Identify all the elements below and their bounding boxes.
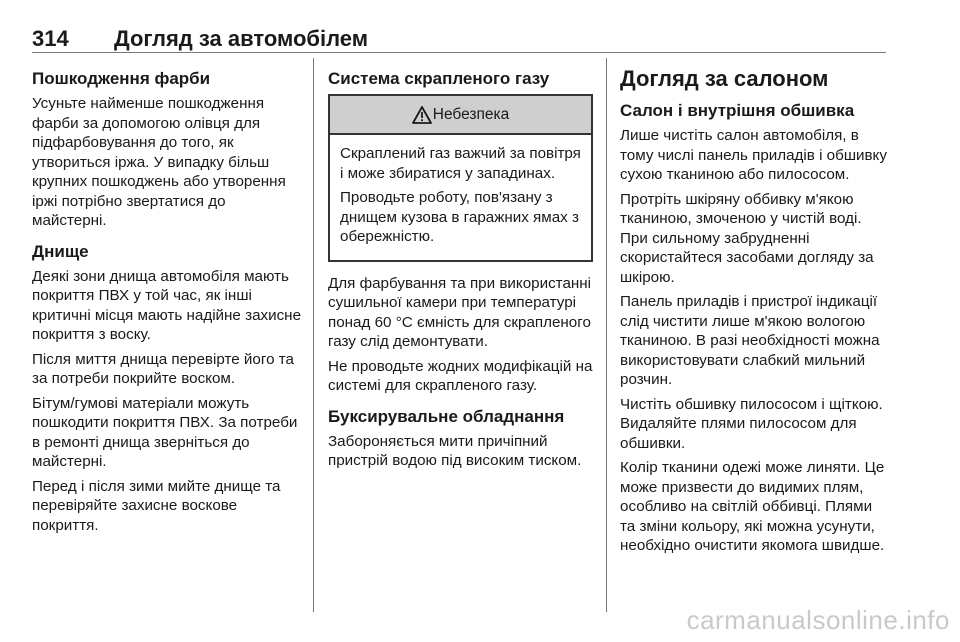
paragraph: Не проводьте жодних модифікацій на системі для скрапленого газу.	[328, 357, 593, 394]
heading-interior-trim: Салон і внутрішня обшивка	[620, 101, 855, 120]
heading-lpg-system: Система скрапленого газу	[328, 69, 550, 88]
heading-interior-care: Догляд за салоном	[620, 66, 829, 91]
warning-triangle-icon	[412, 106, 432, 124]
column-right	[620, 68, 888, 561]
paragraph: Протріть шкіряну оббивку м'якою тканиною, змоченою у чистій воді. При сильному забрудненні скористайтеся засобами догляду за шкірою.	[620, 190, 874, 286]
paragraph: Скраплений газ важчий за повітря і може збиратися у западинах.	[340, 145, 581, 182]
heading-paint-damage: Пошкодження фарби	[32, 69, 211, 88]
watermark: carmanualsonline.info	[686, 605, 950, 635]
danger-body	[330, 135, 591, 260]
column-divider-left	[313, 58, 314, 612]
paragraph: Панель приладів і пристрої індикації слід чистити лише м'якою вологою тканиною. В разі необхідності можна використовувати слабкий мильний розчин.	[620, 293, 880, 388]
column-middle	[328, 68, 593, 476]
paragraph: Забороняється мити причіпний пристрій водою під високим тиском.	[328, 432, 582, 469]
paragraph: Перед і після зими мийте днище та перевіряйте захисне воскове покриття.	[32, 477, 281, 534]
heading-towing-equipment: Буксирувальне обладнання	[328, 406, 565, 426]
paragraph: Проводьте роботу, пов'язану з днищем кузова в гаражних ямах з обережністю.	[340, 189, 579, 245]
page-number: 314	[32, 26, 69, 51]
danger-label: Небезпека	[432, 105, 510, 123]
paragraph: Усуньте найменше пошкодження фарби за допомогою олівця для підфарбовування до того, як утвориться іржа. У випадку більш крупних пошкоджень або утворення іржі потрібно звертатися до майстерні.	[32, 95, 286, 229]
danger-box	[328, 94, 593, 262]
paragraph: Чистіть обшивку пилососом і щіткою. Видаляйте плями пилососом для обшивки.	[620, 395, 883, 452]
paragraph: Лише чистіть салон автомобіля, в тому числі панель приладів і обшивку сухою тканиною або пилососом.	[620, 127, 887, 183]
chapter-title: Догляд за автомобілем	[114, 26, 369, 51]
paragraph: Колір тканини одежі може линяти. Це може призвести до видимих плям, особливо на світлій оббивці. Плями та зміни кольору, які можна усунути, необхідно очистити якомога швидше.	[620, 459, 885, 554]
paragraph: Бітум/гумові матеріали можуть пошкодити покриття ПВХ. За потреби в ремонті днища зверніться до майстерні.	[32, 394, 298, 470]
header-rule	[32, 52, 886, 53]
column-divider-right	[606, 58, 607, 612]
danger-header	[330, 96, 591, 135]
paragraph: Для фарбування та при використанні сушильної камери при температурі понад 60 °C ємність для скрапленого газу слід демонтувати.	[328, 274, 592, 350]
heading-underbody: Днище	[32, 241, 89, 261]
paragraph: Після миття днища перевірте його та за потреби покрийте воском.	[32, 350, 294, 387]
column-left	[32, 68, 304, 540]
paragraph: Деякі зони днища автомобіля мають покриття ПВХ у той час, як інші критичні місця мають надійне захисне покриття з воску.	[32, 267, 302, 343]
